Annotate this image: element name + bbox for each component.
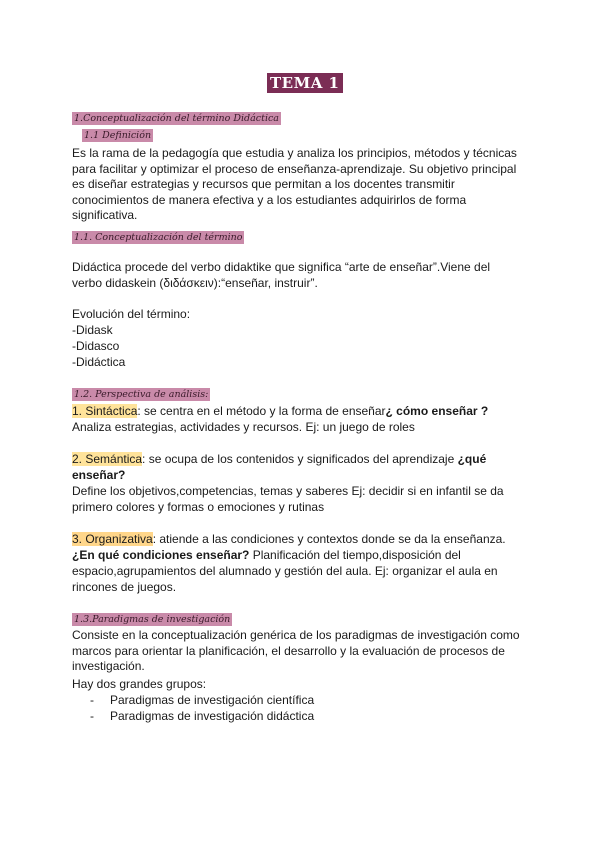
organizativa-line-1 [72,531,506,547]
subsection-heading-paradigmas: 1.3.Paradigmas de investigación [74,614,231,625]
semantica-line-3: Define los objetivos,competencias, temas y saberes Ej: decidir si en infantil se da [72,484,504,498]
organizativa-text: : atiende a las condiciones y contextos donde se da la enseñanza. [152,532,506,546]
page-title: TEMA 1 [267,73,343,93]
organizativa-text-2: Planificación del tiempo,disposición del [249,548,461,562]
semantica-line-1 [72,451,486,467]
grupos-item [90,708,314,724]
sintactica-line-2: Analiza estrategias, actividades y recursos. Ej: un juego de roles [72,420,415,434]
semantica-label: 2. Semántica [72,452,143,466]
sintactica-question: ¿ cómo enseñar ? [385,404,489,418]
evolucion-item: -Didasco [72,339,120,353]
paradigmas-paragraph: Consiste en la conceptualización genérica de los paradigmas de investigación como marcos para orientar la planificación, el desarrollo y la evaluación de procesos de investigación. [72,628,520,673]
grupos-item [90,692,314,708]
organizativa-line-4: rincones de juegos. [72,580,177,594]
subsection-heading-definicion: 1.1 Definición [84,130,152,141]
sintactica-label: 1. Sintáctica [72,404,138,418]
origen-line-1: Didáctica procede del verbo didaktike que significa “arte de enseñar”.Viene del [72,260,491,274]
subsection-heading-perspectiva: 1.2. Perspectiva de análisis: [74,389,209,400]
evolucion-title: Evolución del término: [72,307,191,321]
organizativa-label: 3. Organizativa [72,532,153,546]
semantica-line-2 [72,467,125,483]
grupos-item-label: Paradigmas de investigación didáctica [110,709,315,723]
bullet-dash: - [90,709,94,723]
semantica-line-4: primero colores y formas o emociones y rutinas [72,500,325,514]
evolucion-item: -Didáctica [72,355,126,369]
subsection-heading-conceptualizacion: 1.1. Conceptualización del término [74,232,243,243]
grupos-title: Hay dos grandes grupos: [72,677,207,691]
grupos-item-label: Paradigmas de investigación científica [110,693,315,707]
sintactica-text: : se centra en el método y la forma de enseñar [137,404,386,418]
organizativa-line-3: espacio,agrupamientos del alumnado y gestión del aula. Ej: organizar el aula en [72,564,498,578]
origen-line-2: verbo didaskein (διδάσκειν):“enseñar, instruir”. [72,276,318,290]
evolucion-item: -Didask [72,323,113,337]
organizativa-question: ¿En qué condiciones enseñar? [72,548,250,562]
bullet-dash: - [90,693,94,707]
semantica-text: : se ocupa de los contenidos y significados del aprendizaje [142,452,458,466]
organizativa-line-2 [72,547,461,563]
section-heading-1: 1.Conceptualización del término Didáctica [74,113,279,124]
definicion-paragraph: Es la rama de la pedagogía que estudia y analiza los principios, métodos y técnicas para facilitar y optimizar el proceso de enseñanza-aprendizaje. Su objetivo principal es diseñar estrategias y recursos que permitan a los docentes transmitir conocimientos de manera efectiva y a los estudiantes adquirirlos de forma significativa. [72,146,517,222]
semantica-question-1: ¿qué [457,452,487,466]
sintactica-line-1 [72,403,488,419]
semantica-question-2: enseñar? [72,468,126,482]
